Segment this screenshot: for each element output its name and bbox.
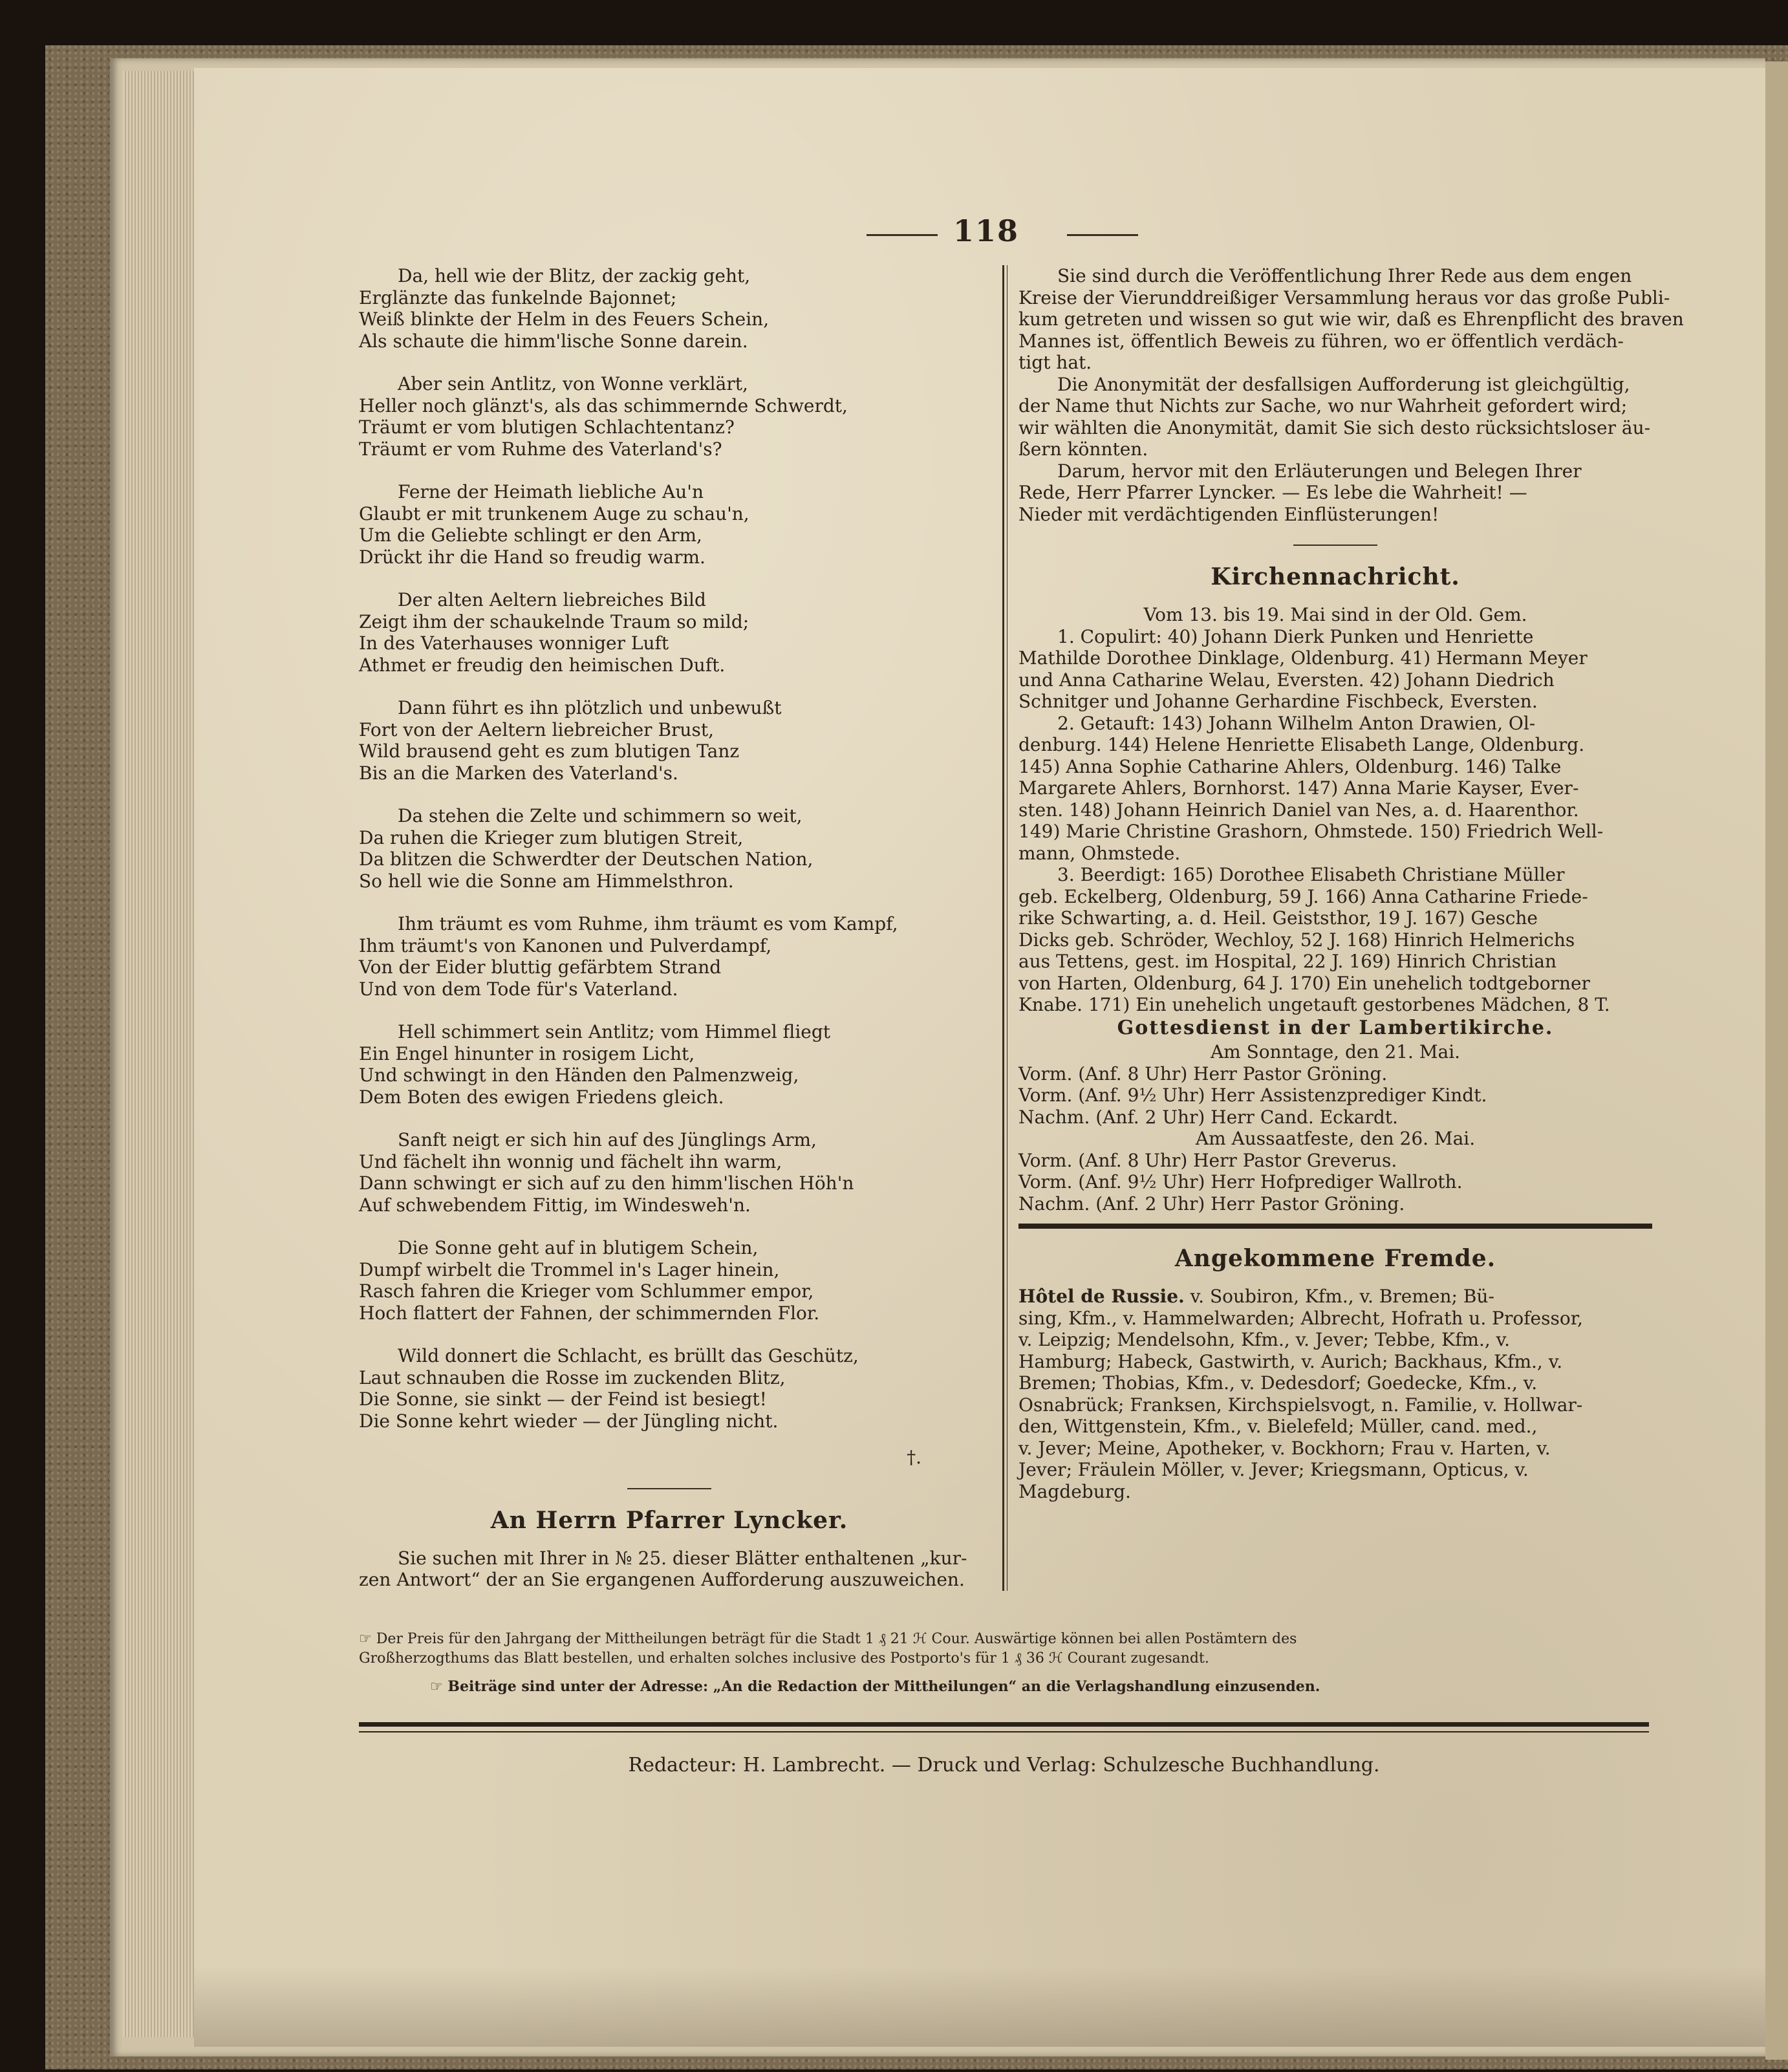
service-row: Vorm. (Anf. 8 Uhr) Herr Pastor Greverus. bbox=[1018, 1149, 1397, 1171]
poem-line: Dumpf wirbelt die Trommel in's Lager hinein, bbox=[359, 1258, 780, 1280]
church-entry-line: 3. Beerdigt: 165) Dorothee Elisabeth Christiane Müller bbox=[1057, 864, 1565, 885]
church-news-heading: Kirchennachricht. bbox=[1211, 563, 1460, 590]
price-note-line-1: Der Preis für den Jahrgang der Mittheilungen beträgt für die Stadt 1 ₰ 21 ℋ Cour. Auswärtige können bei allen Postämtern des bbox=[376, 1631, 1297, 1647]
arrivals-text: den, Wittgenstein, Kfm., v. Bielefeld; Müller, cand. med., bbox=[1018, 1416, 1538, 1437]
church-entry-line: mann, Ohmstede. bbox=[1018, 842, 1181, 864]
poem-line: Weiß blinkte der Helm in des Feuers Schein, bbox=[359, 308, 770, 330]
poem-line: Von der Eider bluttig gefärbtem Strand bbox=[359, 956, 722, 978]
letter-line: Sie sind durch die Veröffentlichung Ihrer Rede aus dem engen bbox=[1057, 265, 1632, 286]
church-entry-line: rike Schwarting, a. d. Heil. Geiststhor, 19 J. 167) Gesche bbox=[1018, 907, 1538, 929]
pointing-hand-icon: ☞ bbox=[359, 1631, 372, 1647]
poem-line: Als schaute die himm'lische Sonne darein. bbox=[359, 330, 748, 352]
letter-line: Rede, Herr Pfarrer Lyncker. — Es lebe die Wahrheit! — bbox=[1018, 482, 1527, 503]
poem-line: Da blitzen die Schwerdter der Deutschen Nation, bbox=[359, 848, 813, 870]
services-day-2-rows bbox=[1018, 1150, 1652, 1215]
contributions-note bbox=[359, 1677, 1652, 1697]
poem-line: Laut schnauben die Rosse im zuckenden Blitz, bbox=[359, 1366, 786, 1388]
poem-line: Bis an die Marken des Vaterland's. bbox=[359, 762, 678, 784]
poem-line: Träumt er vom Ruhme des Vaterland's? bbox=[359, 438, 722, 460]
poem-line: Sanft neigt er sich hin auf des Jünglings Arm, bbox=[398, 1129, 817, 1150]
poem-line: Hell schimmert sein Antlitz; vom Himmel fliegt bbox=[398, 1021, 831, 1042]
letter-line: wir wählten die Anonymität, damit Sie sich desto rücksichtsloser äu- bbox=[1018, 416, 1651, 438]
letter-line: Darum, hervor mit den Erläuterungen und Belegen Ihrer bbox=[1057, 460, 1582, 482]
poem-stanza bbox=[359, 265, 980, 352]
next-page-strip bbox=[1765, 61, 1788, 2060]
church-entry-line: 149) Marie Christine Grashorn, Ohmstede. 150) Friedrich Well- bbox=[1018, 821, 1604, 842]
poem-line: Und von dem Tode für's Vaterland. bbox=[359, 978, 678, 1000]
poem-stanza bbox=[359, 1345, 980, 1432]
right-column bbox=[1018, 265, 1684, 1502]
services-day-2: Am Aussaatfeste, den 26. Mai. bbox=[1195, 1128, 1476, 1149]
poem-line: Athmet er freudig den heimischen Duft. bbox=[359, 654, 726, 676]
poem-line: Hoch flattert der Fahnen, der schimmernden Flor. bbox=[359, 1302, 820, 1324]
left-column bbox=[359, 265, 980, 1591]
church-entry-line: 145) Anna Sophie Catharine Ahlers, Oldenburg. 146) Talke bbox=[1018, 755, 1562, 777]
poem-stanza bbox=[359, 805, 980, 892]
arrivals-text: Jever; Fräulein Möller, v. Jever; Kriegsmann, Opticus, v. bbox=[1018, 1459, 1529, 1480]
arrivals-text: v. Jever; Meine, Apotheker, v. Bockhorn; Frau v. Harten, v. bbox=[1018, 1437, 1551, 1459]
poem-line: Um die Geliebte schlingt er den Arm, bbox=[359, 524, 702, 546]
poem-line: So hell wie die Sonne am Himmelsthron. bbox=[359, 870, 734, 892]
church-entry-line: geb. Eckelberg, Oldenburg, 59 J. 166) Anna Catharine Friede- bbox=[1018, 885, 1588, 907]
service-row: Nachm. (Anf. 2 Uhr) Herr Cand. Eckardt. bbox=[1018, 1106, 1398, 1128]
arrivals-text: v. Leipzig; Mendelsohn, Kfm., v. Jever; Tebbe, Kfm., v. bbox=[1018, 1329, 1511, 1350]
arrivals-heading: Angekommene Fremde. bbox=[1174, 1245, 1496, 1272]
poem-line: Glaubt er mit trunkenem Auge zu schau'n, bbox=[359, 502, 749, 524]
page-number: 118 bbox=[953, 213, 1020, 248]
section-rule-thick bbox=[1018, 1224, 1652, 1229]
arrivals-text: sing, Kfm., v. Hammelwarden; Albrecht, Hofrath u. Professor, bbox=[1018, 1307, 1583, 1329]
arrivals-line bbox=[1018, 1308, 1652, 1330]
poem-line: Die Sonne geht auf in blutigem Schein, bbox=[398, 1237, 759, 1258]
poem-line: Drückt ihr die Hand so freudig warm. bbox=[359, 546, 706, 568]
poem-line: In des Vaterhauses wonniger Luft bbox=[359, 632, 669, 654]
poem-line: Wild donnert die Schlacht, es brüllt das Geschütz, bbox=[398, 1345, 859, 1366]
section-divider bbox=[1293, 545, 1377, 546]
section-divider bbox=[627, 1488, 711, 1489]
poem bbox=[359, 265, 980, 1432]
poem-stanza bbox=[359, 481, 980, 568]
letter-line: Mannes ist, öffentlich Beweis zu führen, wo er öffentlich verdäch- bbox=[1018, 330, 1624, 352]
letter-line: ßern könnten. bbox=[1018, 438, 1148, 460]
service-row: Vorm. (Anf. 9½ Uhr) Herr Assistenzprediger Kindt. bbox=[1018, 1085, 1487, 1106]
poem-stanza bbox=[359, 697, 980, 784]
arrivals-line bbox=[1018, 1394, 1652, 1416]
letter-line: Sie suchen mit Ihrer in № 25. dieser Blätter enthaltenen „kur- bbox=[398, 1547, 967, 1569]
poem-line: Die Sonne kehrt wieder — der Jüngling nicht. bbox=[359, 1410, 779, 1432]
church-entry-line: und Anna Catharine Welau, Eversten. 42) Johann Diedrich bbox=[1018, 669, 1555, 691]
arrivals-line bbox=[1018, 1372, 1652, 1394]
arrivals-line bbox=[1018, 1329, 1652, 1351]
arrivals-line bbox=[1018, 1416, 1652, 1438]
service-row: Nachm. (Anf. 2 Uhr) Herr Pastor Gröning. bbox=[1018, 1192, 1405, 1214]
arrivals-text: Bremen; Thobias, Kfm., v. Dedesdorf; Goedecke, Kfm., v. bbox=[1018, 1372, 1538, 1394]
poem-line: Ferne der Heimath liebliche Au'n bbox=[398, 481, 704, 502]
arrivals-line bbox=[1018, 1438, 1652, 1460]
church-entries bbox=[1018, 626, 1652, 1016]
poem-stanza bbox=[359, 589, 980, 676]
poem-line: Da ruhen die Krieger zum blutigen Streit, bbox=[359, 826, 744, 848]
church-entry-line: von Harten, Oldenburg, 64 J. 170) Ein unehelich todtgeborner bbox=[1018, 972, 1590, 994]
poem-signature: †. bbox=[907, 1447, 921, 1468]
imprint: Redacteur: H. Lambrecht. — Druck und Verlag: Schulzesche Buchhandlung. bbox=[628, 1754, 1380, 1776]
letter-continuation bbox=[1018, 265, 1684, 525]
church-entry-line: Dicks geb. Schröder, Wechloy, 52 J. 168) Hinrich Helmerichs bbox=[1018, 929, 1575, 951]
church-entry-line: Knabe. 171) Ein unehelich ungetauft gestorbenes Mädchen, 8 T. bbox=[1018, 994, 1610, 1015]
price-note-line-2: Großherzogthums das Blatt bestellen, und erhalten solches inclusive des Postporto's für 1 ₰ 36 ℋ Courant zugesandt. bbox=[359, 1650, 1209, 1667]
pointing-hand-icon: ☞ bbox=[430, 1679, 443, 1695]
letter-line: zen Antwort“ der an Sie ergangenen Aufforderung auszuweichen. bbox=[359, 1569, 965, 1590]
footer-rule-thin bbox=[359, 1731, 1649, 1732]
letter-line: Nieder mit verdächtigenden Einflüsterungen! bbox=[1018, 503, 1439, 525]
letter-heading: An Herrn Pfarrer Lyncker. bbox=[490, 1506, 848, 1534]
church-entry-line: sten. 148) Johann Heinrich Daniel van Nes, a. d. Haarenthor. bbox=[1018, 799, 1579, 821]
church-entry-line: Schnitger und Johanne Gerhardine Fischbeck, Eversten. bbox=[1018, 691, 1538, 712]
poem-line: Wild brausend geht es zum blutigen Tanz bbox=[359, 740, 740, 762]
service-row: Vorm. (Anf. 8 Uhr) Herr Pastor Gröning. bbox=[1018, 1063, 1388, 1085]
footer-rule-thick bbox=[359, 1722, 1649, 1727]
arrivals-text: Magdeburg. bbox=[1018, 1480, 1131, 1502]
poem-line: Und fächelt ihn wonnig und fächelt ihn warm, bbox=[359, 1150, 782, 1172]
poem-line: Ein Engel hinunter in rosigem Licht, bbox=[359, 1042, 695, 1064]
arrivals-line bbox=[1018, 1351, 1652, 1373]
poem-stanza bbox=[359, 1021, 980, 1108]
services-day-1-rows bbox=[1018, 1063, 1652, 1128]
price-note bbox=[359, 1630, 1652, 1668]
column-rule bbox=[1002, 265, 1004, 1591]
arrivals-list bbox=[1018, 1286, 1652, 1502]
poem-line: Erglänzte das funkelnde Bajonnet; bbox=[359, 286, 677, 308]
church-entry-line: Margarete Ahlers, Bornhorst. 147) Anna Marie Kayser, Ever- bbox=[1018, 777, 1579, 799]
service-row: Vorm. (Anf. 9½ Uhr) Herr Hofprediger Wallroth. bbox=[1018, 1171, 1463, 1192]
poem-line: Dann führt es ihn plötzlich und unbewußt bbox=[398, 697, 782, 718]
church-entry-line: Mathilde Dorothee Dinklage, Oldenburg. 41) Hermann Meyer bbox=[1018, 647, 1588, 669]
letter-line: Kreise der Vierunddreißiger Versammlung heraus vor das große Publi- bbox=[1018, 286, 1670, 308]
poem-line: Dann schwingt er sich auf zu den himm'lischen Höh'n bbox=[359, 1172, 854, 1194]
page-shadow bbox=[194, 1966, 1765, 2047]
poem-line: Fort von der Aeltern liebreicher Brust, bbox=[359, 718, 714, 740]
church-entry-line: 2. Getauft: 143) Johann Wilhelm Anton Drawien, Ol- bbox=[1057, 712, 1536, 734]
poem-line: Träumt er vom blutigen Schlachtentanz? bbox=[359, 416, 735, 438]
letter-line: Die Anonymität der desfallsigen Aufforderung ist gleichgültig, bbox=[1057, 373, 1630, 395]
letter-line: der Name thut Nichts zur Sache, wo nur Wahrheit gefordert wird; bbox=[1018, 395, 1628, 416]
poem-line: Ihm träumt es vom Ruhme, ihm träumt es vom Kampf, bbox=[398, 913, 898, 934]
poem-line: Ihm träumt's von Kanonen und Pulverdampf, bbox=[359, 934, 772, 956]
church-entry-line: aus Tettens, gest. im Hospital, 22 J. 169) Hinrich Christian bbox=[1018, 951, 1557, 972]
poem-line: Rasch fahren die Krieger vom Schlummer empor, bbox=[359, 1280, 814, 1302]
poem-line: Und schwingt in den Händen den Palmenzweig, bbox=[359, 1064, 799, 1086]
services-heading: Gottesdienst in der Lambertikirche. bbox=[1117, 1016, 1554, 1039]
hotel-name: Hôtel de Russie. bbox=[1018, 1286, 1185, 1307]
poem-line: Da stehen die Zelte und schimmern so weit, bbox=[398, 805, 802, 826]
poem-line: Der alten Aeltern liebreiches Bild bbox=[398, 589, 706, 610]
church-intro: Vom 13. bis 19. Mai sind in der Old. Gem. bbox=[1143, 604, 1527, 625]
arrivals-line bbox=[1018, 1286, 1652, 1308]
contributions-note-text: Beiträge sind unter der Adresse: „An die Redaction der Mittheilungen“ an die Verlagshandlung einzusenden. bbox=[447, 1678, 1320, 1695]
poem-stanza bbox=[359, 1129, 980, 1216]
arrivals-text: Osnabrück; Franksen, Kirchspielsvogt, n. Familie, v. Hollwar- bbox=[1018, 1394, 1583, 1416]
poem-line: Auf schwebendem Fittig, im Windesweh'n. bbox=[359, 1194, 751, 1216]
poem-line: Zeigt ihm der schaukelnde Traum so mild; bbox=[359, 610, 749, 632]
arrivals-text: v. Soubiron, Kfm., v. Bremen; Bü- bbox=[1184, 1286, 1494, 1307]
letter-line: tigt hat. bbox=[1018, 352, 1092, 373]
poem-line: Aber sein Antlitz, von Wonne verklärt, bbox=[398, 373, 748, 394]
services-day-1: Am Sonntage, den 21. Mai. bbox=[1210, 1041, 1461, 1063]
church-entry-line: denburg. 144) Helene Henriette Elisabeth Lange, Oldenburg. bbox=[1018, 734, 1585, 755]
page-number-rule-right bbox=[1067, 234, 1138, 236]
arrivals-line bbox=[1018, 1459, 1652, 1481]
church-entry-line: 1. Copulirt: 40) Johann Dierk Punken und Henriette bbox=[1057, 625, 1534, 647]
arrivals-text: Hamburg; Habeck, Gastwirth, v. Aurich; Backhaus, Kfm., v. bbox=[1018, 1350, 1563, 1372]
letter-line: kum getreten und wissen so gut wie wir, daß es Ehrenpflicht des braven bbox=[1018, 308, 1684, 330]
poem-line: Da, hell wie der Blitz, der zackig geht, bbox=[398, 265, 751, 286]
poem-stanza bbox=[359, 1237, 980, 1324]
poem-line: Dem Boten des ewigen Friedens gleich. bbox=[359, 1086, 724, 1108]
poem-line: Heller noch glänzt's, als das schimmernde Schwerdt, bbox=[359, 394, 848, 416]
page-edges bbox=[123, 71, 200, 2037]
poem-stanza bbox=[359, 913, 980, 1000]
arrivals-line bbox=[1018, 1481, 1652, 1503]
poem-line: Die Sonne, sie sinkt — der Feind ist besiegt! bbox=[359, 1388, 767, 1410]
poem-stanza bbox=[359, 373, 980, 460]
